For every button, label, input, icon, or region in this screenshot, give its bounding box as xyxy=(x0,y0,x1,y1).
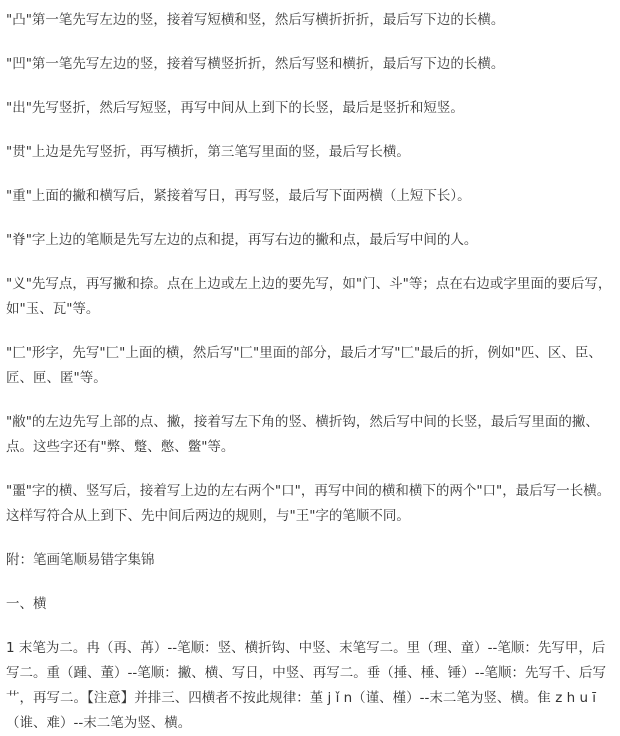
stroke-order-zhong: "重"上面的撇和横写后，紧接着写日，再写竖，最后写下面两横（上短下长）。 xyxy=(6,188,471,204)
stroke-order-chu: "出"先写竖折，然后写短竖，再写中间从上到下的长竖，最后是竖折和短竖。 xyxy=(6,100,464,116)
section-heng-body: 1 末笔为二。冉（再、苒）--笔顺：竖、横折钩、中竖、末笔写二。里（理、童）--笔顺：先写甲，后写二。重（踵、董）--笔顺：撇、横、写日，中竖、再写二。垂（捶、棰、锤）--笔顺：先写千、后写艹，再写二。【注意】并排三、四横者不按此规律：堇 j ǐ n（谨、槿）--末二笔为竖、横。隹 z h u ī（谁、难）--末二笔为竖、横。 xyxy=(6,640,606,731)
stroke-order-guan: "贯"上边是先写竖折，再写横折，第三笔写里面的竖，最后写长横。 xyxy=(6,144,410,160)
stroke-order-e: "噩"字的横、竖写后，接着写上边的左右两个"口"，再写中间的横和横下的两个"口"，最后写一长横。这样写符合从上到下、先中间后两边的规则，与"王"字的笔顺不同。 xyxy=(6,483,611,524)
stroke-order-fang-frame: "匚"形字，先写"匚"上面的横，然后写"匚"里面的部分，最后才写"匚"最后的折，例如"匹、区、臣、匠、匣、匿"等。 xyxy=(6,345,602,386)
stroke-order-yi: "义"先写点，再写撇和捺。点在上边或左上边的要先写，如"门、斗"等；点在右边或字里面的要后写，如"玉、瓦"等。 xyxy=(6,276,612,317)
section-heading-heng: 一、横 xyxy=(6,596,47,612)
appendix-heading: 附：笔画笔顺易错字集锦 xyxy=(6,552,155,568)
stroke-order-bi: "敝"的左边先写上部的点、撇，接着写左下角的竖、横折钩，然后写中间的长竖，最后写里面的撇、点。这些字还有"弊、蹩、憋、鳖"等。 xyxy=(6,414,599,455)
stroke-order-tu: "凸"第一笔先写左边的竖，接着写短横和竖，然后写横折折折，最后写下边的长横。 xyxy=(6,12,505,28)
stroke-order-ao: "凹"第一笔先写左边的竖，接着写横竖折折，然后写竖和横折，最后写下边的长横。 xyxy=(6,56,505,72)
stroke-order-ji: "脊"字上边的笔顺是先写左边的点和提，再写右边的撇和点，最后写中间的人。 xyxy=(6,232,478,248)
